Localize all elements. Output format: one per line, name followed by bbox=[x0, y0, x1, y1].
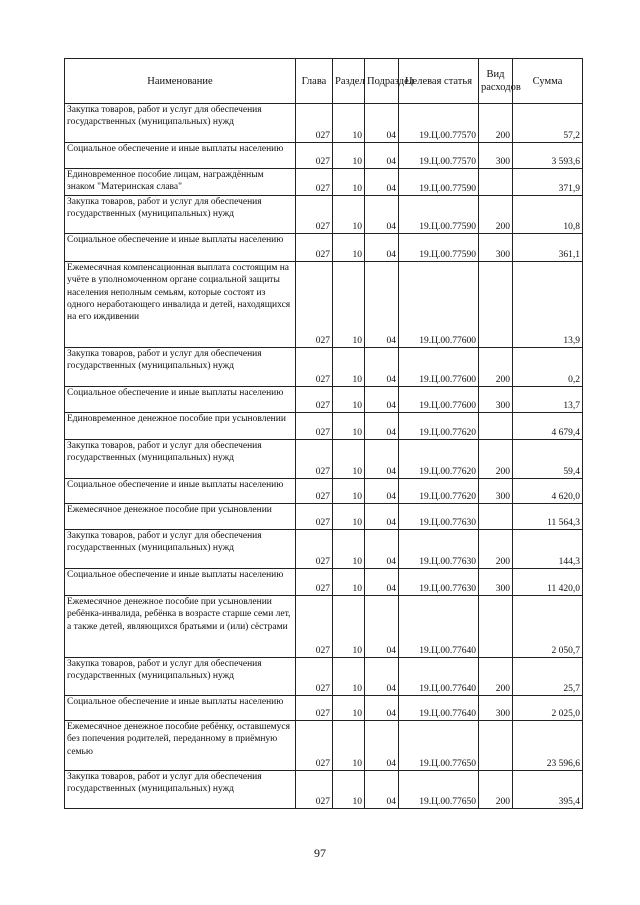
cell-section: 10 bbox=[333, 530, 365, 569]
cell-subsection: 04 bbox=[365, 504, 399, 530]
cell-type: 300 bbox=[479, 696, 513, 721]
cell-subsection: 04 bbox=[365, 413, 399, 440]
table-row bbox=[65, 530, 583, 569]
table-row bbox=[65, 479, 583, 504]
table-row bbox=[65, 596, 583, 658]
cell-section: 10 bbox=[333, 440, 365, 479]
cell-target: 19.Ц.00.77570 bbox=[399, 104, 479, 143]
cell-section: 10 bbox=[333, 413, 365, 440]
cell-target: 19.Ц.00.77590 bbox=[399, 196, 479, 234]
cell-type: 300 bbox=[479, 143, 513, 169]
cell-target: 19.Ц.00.77620 bbox=[399, 413, 479, 440]
cell-target: 19.Ц.00.77650 bbox=[399, 721, 479, 771]
cell-target: 19.Ц.00.77640 bbox=[399, 658, 479, 696]
cell-chapter: 027 bbox=[296, 479, 333, 504]
header-sum: Сумма bbox=[513, 59, 583, 104]
table-row bbox=[65, 143, 583, 169]
cell-name: Социальное обеспечение и иные выплаты населению bbox=[65, 479, 296, 504]
cell-target: 19.Ц.00.77590 bbox=[399, 169, 479, 196]
table-row bbox=[65, 234, 583, 262]
header-subsection: Подраздел bbox=[365, 59, 399, 104]
cell-chapter: 027 bbox=[296, 387, 333, 413]
cell-type bbox=[479, 169, 513, 196]
cell-type: 300 bbox=[479, 479, 513, 504]
cell-type bbox=[479, 504, 513, 530]
cell-subsection: 04 bbox=[365, 169, 399, 196]
cell-target: 19.Ц.00.77650 bbox=[399, 771, 479, 809]
cell-section: 10 bbox=[333, 696, 365, 721]
cell-type bbox=[479, 721, 513, 771]
cell-section: 10 bbox=[333, 143, 365, 169]
cell-name: Социальное обеспечение и иные выплаты населению bbox=[65, 696, 296, 721]
cell-name: Ежемесячное денежное пособие при усыновлении bbox=[65, 504, 296, 530]
cell-chapter: 027 bbox=[296, 234, 333, 262]
cell-subsection: 04 bbox=[365, 530, 399, 569]
cell-chapter: 027 bbox=[296, 143, 333, 169]
cell-chapter: 027 bbox=[296, 348, 333, 387]
cell-name: Закупка товаров, работ и услуг для обеспечения государственных (муниципальных) нужд bbox=[65, 196, 296, 234]
cell-target: 19.Ц.00.77630 bbox=[399, 569, 479, 596]
cell-type: 300 bbox=[479, 387, 513, 413]
cell-chapter: 027 bbox=[296, 721, 333, 771]
cell-type: 200 bbox=[479, 348, 513, 387]
cell-type: 300 bbox=[479, 234, 513, 262]
table-row bbox=[65, 696, 583, 721]
cell-target: 19.Ц.00.77570 bbox=[399, 143, 479, 169]
cell-section: 10 bbox=[333, 387, 365, 413]
cell-section: 10 bbox=[333, 721, 365, 771]
cell-name: Социальное обеспечение и иные выплаты населению bbox=[65, 143, 296, 169]
cell-sum: 4 620,0 bbox=[513, 479, 583, 504]
cell-type: 300 bbox=[479, 569, 513, 596]
cell-name: Социальное обеспечение и иные выплаты населению bbox=[65, 234, 296, 262]
header-chapter: Глава bbox=[296, 59, 333, 104]
table-row bbox=[65, 104, 583, 143]
cell-target: 19.Ц.00.77640 bbox=[399, 596, 479, 658]
cell-chapter: 027 bbox=[296, 771, 333, 809]
cell-type bbox=[479, 596, 513, 658]
cell-subsection: 04 bbox=[365, 596, 399, 658]
cell-chapter: 027 bbox=[296, 169, 333, 196]
cell-target: 19.Ц.00.77640 bbox=[399, 696, 479, 721]
cell-subsection: 04 bbox=[365, 771, 399, 809]
cell-section: 10 bbox=[333, 771, 365, 809]
cell-sum: 371,9 bbox=[513, 169, 583, 196]
cell-section: 10 bbox=[333, 596, 365, 658]
cell-target: 19.Ц.00.77600 bbox=[399, 348, 479, 387]
cell-sum: 57,2 bbox=[513, 104, 583, 143]
cell-subsection: 04 bbox=[365, 262, 399, 348]
cell-name: Закупка товаров, работ и услуг для обеспечения государственных (муниципальных) нужд bbox=[65, 658, 296, 696]
cell-type: 200 bbox=[479, 658, 513, 696]
table-row bbox=[65, 387, 583, 413]
table-row bbox=[65, 504, 583, 530]
cell-sum: 2 050,7 bbox=[513, 596, 583, 658]
cell-subsection: 04 bbox=[365, 143, 399, 169]
cell-name: Закупка товаров, работ и услуг для обеспечения государственных (муниципальных) нужд bbox=[65, 104, 296, 143]
cell-chapter: 027 bbox=[296, 569, 333, 596]
cell-chapter: 027 bbox=[296, 596, 333, 658]
cell-target: 19.Ц.00.77590 bbox=[399, 234, 479, 262]
cell-section: 10 bbox=[333, 262, 365, 348]
cell-sum: 144,3 bbox=[513, 530, 583, 569]
table-row bbox=[65, 721, 583, 771]
cell-chapter: 027 bbox=[296, 696, 333, 721]
cell-type: 200 bbox=[479, 440, 513, 479]
cell-subsection: 04 bbox=[365, 721, 399, 771]
cell-chapter: 027 bbox=[296, 658, 333, 696]
cell-sum: 23 596,6 bbox=[513, 721, 583, 771]
cell-name: Ежемесячная компенсационная выплата состоящим на учёте в уполномоченном органе социальной защиты населения неполным семьям, которые состоят из одного неработающего инвалида и детей, находящихся на его иждивении bbox=[65, 262, 296, 348]
cell-subsection: 04 bbox=[365, 387, 399, 413]
cell-sum: 11 420,0 bbox=[513, 569, 583, 596]
cell-name: Единовременное денежное пособие при усыновлении bbox=[65, 413, 296, 440]
cell-chapter: 027 bbox=[296, 196, 333, 234]
cell-type: 200 bbox=[479, 530, 513, 569]
cell-target: 19.Ц.00.77620 bbox=[399, 440, 479, 479]
table-row bbox=[65, 348, 583, 387]
cell-name: Закупка товаров, работ и услуг для обеспечения государственных (муниципальных) нужд bbox=[65, 771, 296, 809]
cell-subsection: 04 bbox=[365, 479, 399, 504]
cell-name: Ежемесячное денежное пособие при усыновлении ребёнка-инвалида, ребёнка в возрасте старше семи лет, а также детей, являющихся братьями и (или) сёстрами bbox=[65, 596, 296, 658]
cell-target: 19.Ц.00.77600 bbox=[399, 387, 479, 413]
cell-chapter: 027 bbox=[296, 440, 333, 479]
cell-sum: 13,9 bbox=[513, 262, 583, 348]
cell-section: 10 bbox=[333, 169, 365, 196]
cell-target: 19.Ц.00.77630 bbox=[399, 504, 479, 530]
cell-sum: 13,7 bbox=[513, 387, 583, 413]
cell-sum: 11 564,3 bbox=[513, 504, 583, 530]
table-row bbox=[65, 771, 583, 809]
cell-sum: 10,8 bbox=[513, 196, 583, 234]
cell-type: 200 bbox=[479, 196, 513, 234]
cell-sum: 25,7 bbox=[513, 658, 583, 696]
cell-chapter: 027 bbox=[296, 413, 333, 440]
cell-chapter: 027 bbox=[296, 530, 333, 569]
cell-section: 10 bbox=[333, 104, 365, 143]
cell-target: 19.Ц.00.77620 bbox=[399, 479, 479, 504]
cell-sum: 59,4 bbox=[513, 440, 583, 479]
page-number: 97 bbox=[314, 846, 326, 860]
cell-subsection: 04 bbox=[365, 234, 399, 262]
cell-name: Закупка товаров, работ и услуг для обеспечения государственных (муниципальных) нужд bbox=[65, 348, 296, 387]
cell-target: 19.Ц.00.77600 bbox=[399, 262, 479, 348]
header-section: Раздел bbox=[333, 59, 365, 104]
table-row bbox=[65, 440, 583, 479]
cell-sum: 4 679,4 bbox=[513, 413, 583, 440]
cell-sum: 3 593,6 bbox=[513, 143, 583, 169]
cell-chapter: 027 bbox=[296, 262, 333, 348]
cell-name: Закупка товаров, работ и услуг для обеспечения государственных (муниципальных) нужд bbox=[65, 530, 296, 569]
cell-target: 19.Ц.00.77630 bbox=[399, 530, 479, 569]
cell-subsection: 04 bbox=[365, 696, 399, 721]
cell-subsection: 04 bbox=[365, 569, 399, 596]
table-row bbox=[65, 569, 583, 596]
table-row bbox=[65, 413, 583, 440]
table-row bbox=[65, 196, 583, 234]
cell-type bbox=[479, 262, 513, 348]
cell-subsection: 04 bbox=[365, 658, 399, 696]
header-name: Наименование bbox=[65, 59, 296, 104]
header-row bbox=[65, 59, 583, 104]
cell-name: Ежемесячное денежное пособие ребёнку, оставшемуся без попечения родителей, переданному в приёмную семью bbox=[65, 721, 296, 771]
cell-type bbox=[479, 413, 513, 440]
cell-sum: 395,4 bbox=[513, 771, 583, 809]
cell-section: 10 bbox=[333, 569, 365, 596]
header-type: Вид расходов bbox=[479, 59, 513, 104]
cell-subsection: 04 bbox=[365, 104, 399, 143]
cell-type: 200 bbox=[479, 104, 513, 143]
cell-sum: 2 025,0 bbox=[513, 696, 583, 721]
cell-subsection: 04 bbox=[365, 196, 399, 234]
cell-section: 10 bbox=[333, 234, 365, 262]
cell-type: 200 bbox=[479, 771, 513, 809]
cell-sum: 361,1 bbox=[513, 234, 583, 262]
cell-section: 10 bbox=[333, 348, 365, 387]
table-row bbox=[65, 658, 583, 696]
cell-name: Закупка товаров, работ и услуг для обеспечения государственных (муниципальных) нужд bbox=[65, 440, 296, 479]
cell-name: Единовременное пособие лицам, награждённым знаком "Материнская слава" bbox=[65, 169, 296, 196]
header-target: Целевая статья bbox=[399, 59, 479, 104]
cell-section: 10 bbox=[333, 658, 365, 696]
cell-name: Социальное обеспечение и иные выплаты населению bbox=[65, 387, 296, 413]
cell-chapter: 027 bbox=[296, 104, 333, 143]
budget-table bbox=[64, 58, 583, 809]
table-row bbox=[65, 262, 583, 348]
cell-subsection: 04 bbox=[365, 348, 399, 387]
cell-section: 10 bbox=[333, 504, 365, 530]
cell-sum: 0,2 bbox=[513, 348, 583, 387]
cell-section: 10 bbox=[333, 196, 365, 234]
table-row bbox=[65, 169, 583, 196]
cell-name: Социальное обеспечение и иные выплаты населению bbox=[65, 569, 296, 596]
cell-section: 10 bbox=[333, 479, 365, 504]
cell-chapter: 027 bbox=[296, 504, 333, 530]
cell-subsection: 04 bbox=[365, 440, 399, 479]
